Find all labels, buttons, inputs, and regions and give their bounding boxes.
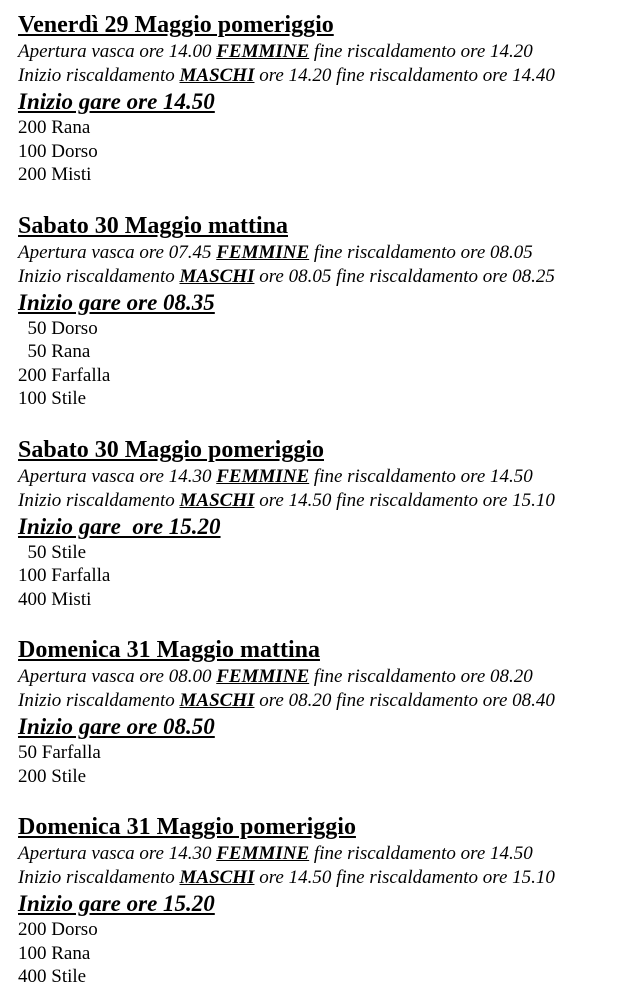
races-start-time: Inizio gare ore 14.50 [18, 89, 215, 114]
warmup-start-line [18, 866, 624, 890]
race-item: 50 Farfalla [18, 742, 101, 763]
opening-text: Apertura vasca ore 14.30 [18, 465, 217, 487]
warmup-end-text: fine riscaldamento ore 14.50 [309, 465, 533, 487]
race-item: 200 Misti [18, 164, 92, 185]
warmup-times-text: ore 14.50 fine riscaldamento ore 15.10 [254, 489, 555, 511]
warmup-times-text: ore 08.20 fine riscaldamento ore 08.40 [254, 690, 555, 711]
session-saturday-morning [18, 211, 624, 411]
warmup-start-line [18, 265, 624, 289]
race-item: 400 Stile [18, 966, 87, 987]
pool-opening-line [18, 40, 624, 64]
race-item: 100 Rana [18, 942, 91, 964]
warmup-times-text: ore 14.20 fine riscaldamento ore 14.40 [254, 65, 555, 86]
warmup-times-text: ore 08.05 fine riscaldamento ore 08.25 [254, 265, 555, 287]
session-sunday-morning [18, 635, 624, 788]
opening-text: Apertura vasca ore 08.00 [18, 666, 217, 687]
warmup-start-text: Inizio riscaldamento [18, 65, 180, 86]
gender-male: MASCHI [179, 489, 255, 511]
gender-female: FEMMINE [216, 241, 310, 263]
opening-text: Apertura vasca ore 14.00 [18, 41, 217, 62]
race-item: 200 Farfalla [18, 364, 111, 386]
race-item: 200 Stile [18, 765, 87, 787]
session-title: Sabato 30 Maggio mattina [18, 212, 288, 239]
warmup-start-line [18, 489, 624, 513]
gender-female: FEMMINE [216, 666, 310, 687]
opening-text: Apertura vasca ore 14.30 [18, 843, 217, 864]
race-item: 200 Rana [18, 117, 91, 138]
race-item: 400 Misti [18, 588, 92, 610]
race-item: 50 Rana [18, 341, 91, 362]
warmup-start-line [18, 64, 624, 88]
race-item: 100 Farfalla [18, 565, 111, 586]
session-sunday-afternoon [18, 812, 624, 989]
gender-female: FEMMINE [216, 41, 310, 62]
opening-text: Apertura vasca ore 07.45 [18, 241, 217, 263]
races-start-time: Inizio gare ore 15.20 [18, 513, 221, 539]
session-saturday-afternoon [18, 435, 624, 612]
warmup-end-text: fine riscaldamento ore 14.20 [309, 41, 533, 62]
races-start-time: Inizio gare ore 08.50 [18, 714, 215, 739]
session-title: Domenica 31 Maggio pomeriggio [18, 814, 356, 840]
pool-opening-line [18, 241, 624, 265]
session-title: Venerdì 29 Maggio pomeriggio [18, 12, 334, 38]
warmup-start-text: Inizio riscaldamento [18, 690, 180, 711]
warmup-end-text: fine riscaldamento ore 08.05 [309, 241, 533, 263]
session-title: Domenica 31 Maggio mattina [18, 637, 320, 663]
gender-male: MASCHI [179, 265, 255, 287]
races-start-time: Inizio gare ore 08.35 [18, 289, 215, 315]
race-item: 50 Dorso [18, 317, 98, 339]
races-start-time: Inizio gare ore 15.20 [18, 891, 215, 916]
gender-female: FEMMINE [216, 465, 310, 487]
warmup-end-text: fine riscaldamento ore 14.50 [309, 843, 533, 864]
pool-opening-line [18, 842, 624, 866]
session-friday-afternoon [18, 10, 624, 187]
warmup-times-text: ore 14.50 fine riscaldamento ore 15.10 [254, 867, 555, 888]
race-item: 50 Stile [18, 541, 87, 563]
gender-female: FEMMINE [216, 843, 310, 864]
warmup-start-line [18, 689, 624, 713]
gender-male: MASCHI [179, 690, 255, 711]
warmup-start-text: Inizio riscaldamento [18, 265, 180, 287]
session-title: Sabato 30 Maggio pomeriggio [18, 436, 324, 463]
warmup-start-text: Inizio riscaldamento [18, 489, 180, 511]
race-item: 200 Dorso [18, 919, 98, 940]
gender-male: MASCHI [179, 867, 255, 888]
gender-male: MASCHI [179, 65, 255, 86]
schedule-document [18, 10, 624, 989]
race-item: 100 Dorso [18, 140, 98, 162]
warmup-start-text: Inizio riscaldamento [18, 867, 180, 888]
pool-opening-line [18, 465, 624, 489]
warmup-end-text: fine riscaldamento ore 08.20 [309, 666, 533, 687]
race-item: 100 Stile [18, 388, 87, 409]
pool-opening-line [18, 665, 624, 689]
